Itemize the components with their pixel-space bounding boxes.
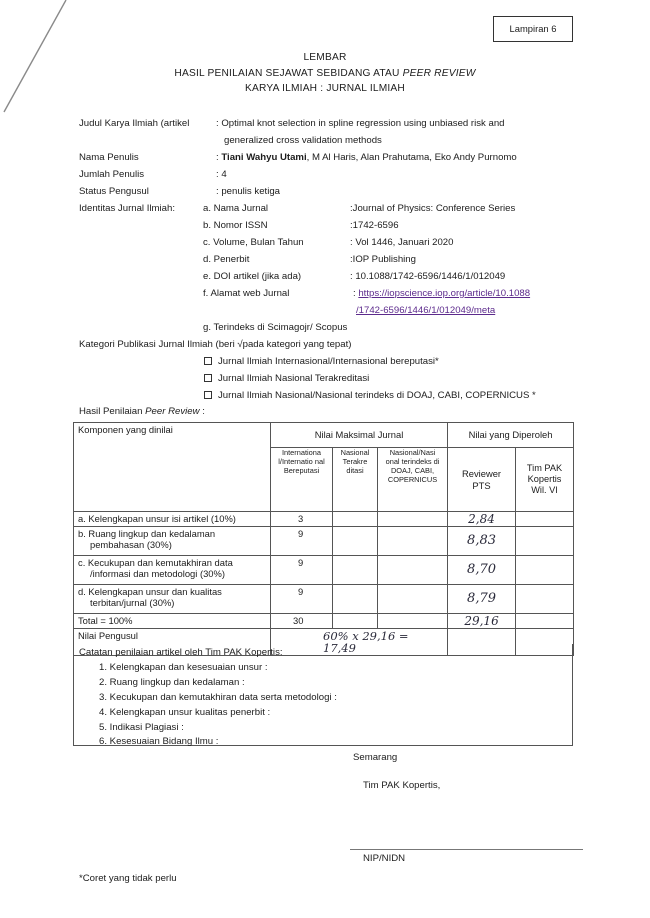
sign-team: Tim PAK Kopertis, [363, 780, 441, 791]
total-reviewer: 29,16 [448, 614, 516, 629]
header-nasional-terindeks: Nasional/Nasi onal terindeks di DOAJ, CABI, COPERNICUS [378, 448, 448, 512]
terindeks-text: g. Terindeks di Scimagojr/ Scopus [203, 322, 348, 333]
hasil-label: Hasil Penilaian Peer Review : [79, 406, 205, 417]
sign-city: Semarang [353, 752, 398, 763]
identitas-value-a: :Journal of Physics: Conference Series [350, 203, 516, 214]
header-nilai-diperoleh: Nilai yang Diperoleh [448, 423, 574, 448]
row-c-max: 9 [271, 556, 333, 585]
penilaian-table [73, 422, 574, 656]
table-row [74, 512, 574, 527]
identitas-key-c: c. Volume, Bulan Tahun [203, 237, 304, 248]
header-reviewer-pts: Reviewer PTS [448, 448, 516, 512]
kategori-label: Kategori Publikasi Jurnal Ilmiah (beri √pada kategori yang tepat) [79, 339, 352, 350]
table-row [74, 556, 574, 585]
identitas-key-d: d. Penerbit [203, 254, 250, 265]
sign-nip: NIP/NIDN [363, 853, 406, 864]
row-d-name: d. Kelengkapan unsur dan kualitas terbitan/jurnal (30%) [74, 585, 271, 614]
row-a-reviewer: 2,84 [448, 512, 516, 527]
header-komponen: Komponen yang dinilai [74, 423, 271, 512]
identitas-key-b: b. Nomor ISSN [203, 220, 268, 231]
pengusul-value: 60% x 29,16 = 17,49 [271, 629, 448, 656]
row-d-reviewer: 8,79 [448, 585, 516, 614]
identitas-value-b: :1742-6596 [350, 220, 399, 231]
catatan-item-2: 2. Ruang lingkup dan kedalaman : [99, 677, 245, 688]
row-a-name: a. Kelengkapan unsur isi artikel (10%) [74, 512, 271, 527]
title-line2: HASIL PENILAIAN SEJAWAT SEBIDANG ATAU PEER REVIEW [174, 68, 476, 79]
status-label: Status Pengusul [79, 186, 149, 197]
catatan-item-3: 3. Kecukupan dan kemutakhiran data serta metodologi : [99, 692, 337, 703]
header-tim-pak: Tim PAK Kopertis Wil. VI [516, 448, 574, 512]
row-b-name: b. Ruang lingkup dan kedalaman pembahasan (30%) [74, 527, 271, 556]
table-row [74, 527, 574, 556]
jumlah-value: : 4 [216, 169, 227, 180]
row-b-max: 9 [271, 527, 333, 556]
catatan-item-6: 6. Kesesuaian Bidang Ilmu : [99, 736, 219, 747]
header-internasional: Internationa l/Internatio nal Bereputasi [271, 448, 333, 512]
status-value: : penulis ketiga [216, 186, 280, 197]
kategori-option-2: Jurnal Ilmiah Nasional Terakreditasi [204, 373, 369, 385]
total-label: Total = 100% [74, 614, 271, 629]
identitas-value-e: : 10.1088/1742-6596/1446/1/012049 [350, 271, 506, 282]
jumlah-label: Jumlah Penulis [79, 169, 145, 180]
journal-url-link-2[interactable]: /1742-6596/1446/1/012049/meta [356, 305, 496, 316]
kategori-option-1: Jurnal Ilmiah Internasional/Internasional bereputasi* [204, 356, 439, 368]
header-nasional-terakreditasi: Nasional Terakre ditasi [333, 448, 378, 512]
checkbox-icon[interactable] [204, 357, 212, 365]
title-line1: LEMBAR [303, 52, 347, 63]
row-d-max: 9 [271, 585, 333, 614]
identitas-key-f: f. Alamat web Jurnal [203, 288, 290, 299]
catatan-box [73, 644, 573, 746]
journal-url-link-1[interactable]: https://iopscience.iop.org/article/10.1088 [358, 288, 531, 299]
footnote: *Coret yang tidak perlu [79, 873, 177, 884]
signature-line [350, 849, 583, 850]
identitas-value-c: : Vol 1446, Januari 2020 [350, 237, 454, 248]
table-row [74, 585, 574, 614]
nama-value: : Tiani Wahyu Utami, M Al Haris, Alan Prahutama, Eko Andy Purnomo [216, 152, 517, 163]
checkbox-icon[interactable] [204, 374, 212, 382]
title-line3: KARYA ILMIAH : JURNAL ILMIAH [245, 83, 405, 94]
row-b-reviewer: 8,83 [448, 527, 516, 556]
row-a-max: 3 [271, 512, 333, 527]
identitas-key-a: a. Nama Jurnal [203, 203, 269, 214]
identitas-label: Identitas Jurnal Ilmiah: [79, 203, 175, 214]
checkbox-icon[interactable] [204, 391, 212, 399]
nama-label: Nama Penulis [79, 152, 139, 163]
header-nilai-maks: Nilai Maksimal Jurnal [271, 423, 448, 448]
judul-value-2: generalized cross validation methods [224, 135, 382, 146]
kategori-option-3: Jurnal Ilmiah Nasional/Nasional terindeks di DOAJ, CABI, COPERNICUS * [204, 390, 536, 402]
lampiran-box: Lampiran 6 [493, 16, 573, 42]
catatan-item-4: 4. Kelengkapan unsur kualitas penerbit : [99, 707, 271, 718]
catatan-item-5: 5. Indikasi Plagiasi : [99, 722, 184, 733]
table-row [74, 614, 574, 629]
row-c-reviewer: 8,70 [448, 556, 516, 585]
url-line-1: : https://iopscience.iop.org/article/10.1088 [353, 288, 531, 299]
identitas-key-e: e. DOI artikel (jika ada) [203, 271, 302, 282]
pengusul-label: Nilai Pengusul [74, 629, 271, 656]
judul-value-1: : Optimal knot selection in spline regression using unbiased risk and [216, 118, 505, 129]
judul-label: Judul Karya Ilmiah (artikel [79, 118, 190, 129]
row-c-name: c. Kecukupan dan kemutakhiran data /informasi dan metodologi (30%) [74, 556, 271, 585]
total-max: 30 [271, 614, 333, 629]
catatan-label: Catatan penilaian artikel oleh Tim PAK Kopertis: [79, 647, 283, 658]
catatan-item-1: 1. Kelengkapan dan kesesuaian unsur : [99, 662, 268, 673]
identitas-value-d: :IOP Publishing [350, 254, 416, 265]
